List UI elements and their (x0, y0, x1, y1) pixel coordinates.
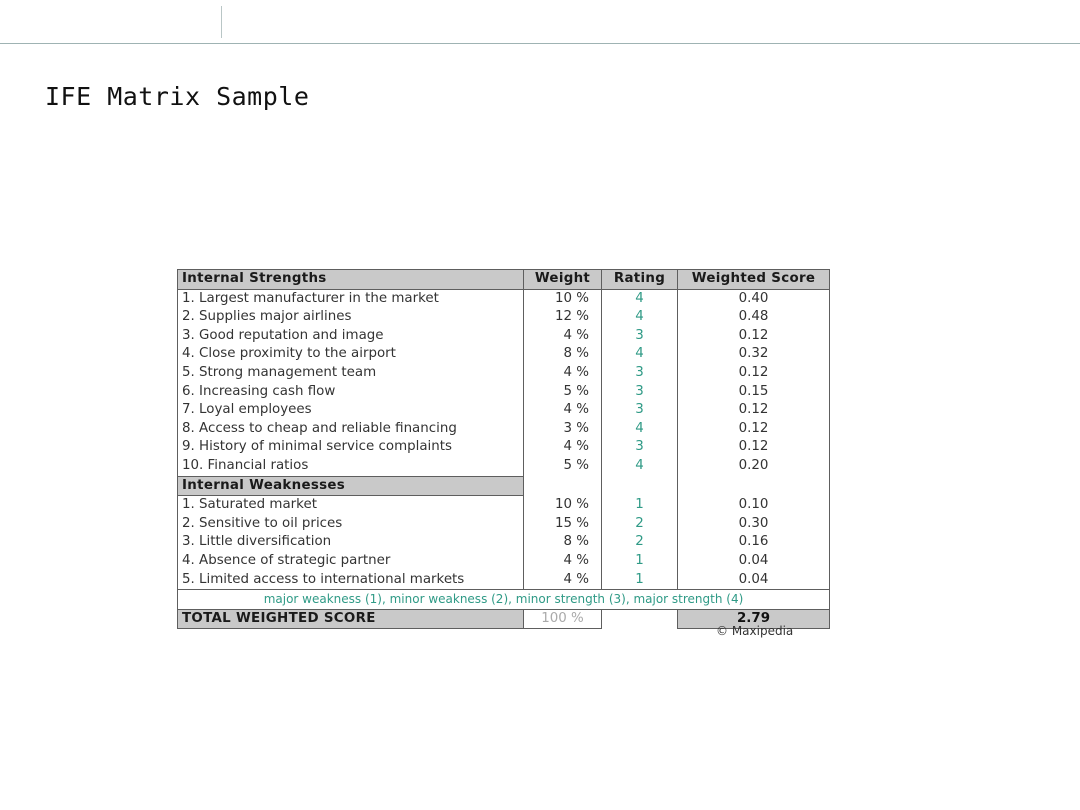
total-weighted-score-label: TOTAL WEIGHTED SCORE (178, 609, 524, 629)
factor-label: 4. Close proximity to the airport (178, 345, 524, 364)
factor-rating: 2 (602, 515, 678, 534)
rating-legend: major weakness (1), minor weakness (2), minor strength (3), major strength (4) (178, 590, 830, 610)
factor-weight: 4 % (524, 438, 602, 457)
weakness-row (178, 552, 830, 571)
header-rating: Rating (602, 270, 678, 290)
weaknesses-body (178, 496, 830, 590)
top-rule (0, 43, 1080, 44)
weaknesses-header-blank-rating (602, 476, 678, 496)
factor-weight: 15 % (524, 515, 602, 534)
factor-weight: 12 % (524, 308, 602, 327)
weakness-row (178, 496, 830, 515)
factor-weighted-score: 0.16 (678, 533, 830, 552)
strength-row (178, 383, 830, 402)
table-header-row (178, 270, 830, 290)
factor-rating: 1 (602, 571, 678, 590)
strength-row (178, 289, 830, 308)
factor-label: 2. Sensitive to oil prices (178, 515, 524, 534)
factor-weighted-score: 0.30 (678, 515, 830, 534)
weaknesses-header-blank-weight (524, 476, 602, 496)
strength-row (178, 438, 830, 457)
strength-row (178, 345, 830, 364)
factor-rating: 4 (602, 345, 678, 364)
factor-rating: 3 (602, 383, 678, 402)
factor-weight: 5 % (524, 383, 602, 402)
factor-rating: 3 (602, 401, 678, 420)
footer-section (178, 590, 830, 629)
factor-weight: 4 % (524, 364, 602, 383)
strength-row (178, 364, 830, 383)
factor-weighted-score: 0.12 (678, 401, 830, 420)
factor-weighted-score: 0.48 (678, 308, 830, 327)
factor-rating: 3 (602, 438, 678, 457)
weaknesses-header-row (178, 476, 830, 496)
weakness-row (178, 571, 830, 590)
factor-label: 1. Largest manufacturer in the market (178, 289, 524, 308)
factor-weight: 5 % (524, 457, 602, 476)
factor-weight: 4 % (524, 552, 602, 571)
weaknesses-header-blank-score (678, 476, 830, 496)
factor-label: 5. Limited access to international markets (178, 571, 524, 590)
factor-weight: 4 % (524, 571, 602, 590)
factor-rating: 3 (602, 364, 678, 383)
factor-rating: 4 (602, 289, 678, 308)
factor-weight: 8 % (524, 533, 602, 552)
factor-weight: 8 % (524, 345, 602, 364)
total-weight: 100 % (524, 609, 602, 629)
factor-weighted-score: 0.40 (678, 289, 830, 308)
factor-weighted-score: 0.32 (678, 345, 830, 364)
factor-rating: 1 (602, 552, 678, 571)
factor-label: 6. Increasing cash flow (178, 383, 524, 402)
factor-weight: 3 % (524, 420, 602, 439)
factor-weight: 4 % (524, 327, 602, 346)
factor-weighted-score: 0.12 (678, 420, 830, 439)
strength-row (178, 457, 830, 476)
header-internal-weaknesses: Internal Weaknesses (178, 476, 524, 496)
strength-row (178, 327, 830, 346)
top-divider (221, 6, 222, 38)
factor-label: 8. Access to cheap and reliable financing (178, 420, 524, 439)
factor-rating: 2 (602, 533, 678, 552)
header-weight: Weight (524, 270, 602, 290)
weaknesses-header-section (178, 476, 830, 496)
factor-label: 9. History of minimal service complaints (178, 438, 524, 457)
strengths-body (178, 289, 830, 476)
total-weighted-score: 2.79 (678, 609, 830, 629)
factor-rating: 3 (602, 327, 678, 346)
factor-weighted-score: 0.04 (678, 571, 830, 590)
header-weighted-score: Weighted Score (678, 270, 830, 290)
factor-weighted-score: 0.12 (678, 438, 830, 457)
copyright-credit: © Maxipedia (716, 624, 794, 638)
factor-weighted-score: 0.12 (678, 327, 830, 346)
factor-rating: 4 (602, 457, 678, 476)
factor-weighted-score: 0.15 (678, 383, 830, 402)
factor-label: 1. Saturated market (178, 496, 524, 515)
factor-rating: 1 (602, 496, 678, 515)
rating-legend-row (178, 590, 830, 610)
weakness-row (178, 533, 830, 552)
factor-weight: 10 % (524, 496, 602, 515)
factor-label: 2. Supplies major airlines (178, 308, 524, 327)
strength-row (178, 308, 830, 327)
factor-weighted-score: 0.20 (678, 457, 830, 476)
factor-weight: 10 % (524, 289, 602, 308)
strength-row (178, 401, 830, 420)
factor-weight: 4 % (524, 401, 602, 420)
factor-label: 4. Absence of strategic partner (178, 552, 524, 571)
factor-weighted-score: 0.10 (678, 496, 830, 515)
factor-weighted-score: 0.04 (678, 552, 830, 571)
header-internal-strengths: Internal Strengths (178, 270, 524, 290)
total-rating-blank (602, 609, 678, 629)
factor-rating: 4 (602, 308, 678, 327)
strength-row (178, 420, 830, 439)
ife-matrix-table (177, 269, 830, 629)
factor-label: 5. Strong management team (178, 364, 524, 383)
factor-label: 3. Good reputation and image (178, 327, 524, 346)
factor-rating: 4 (602, 420, 678, 439)
slide-title: IFE Matrix Sample (45, 82, 310, 111)
factor-label: 10. Financial ratios (178, 457, 524, 476)
factor-label: 3. Little diversification (178, 533, 524, 552)
factor-label: 7. Loyal employees (178, 401, 524, 420)
factor-weighted-score: 0.12 (678, 364, 830, 383)
weakness-row (178, 515, 830, 534)
